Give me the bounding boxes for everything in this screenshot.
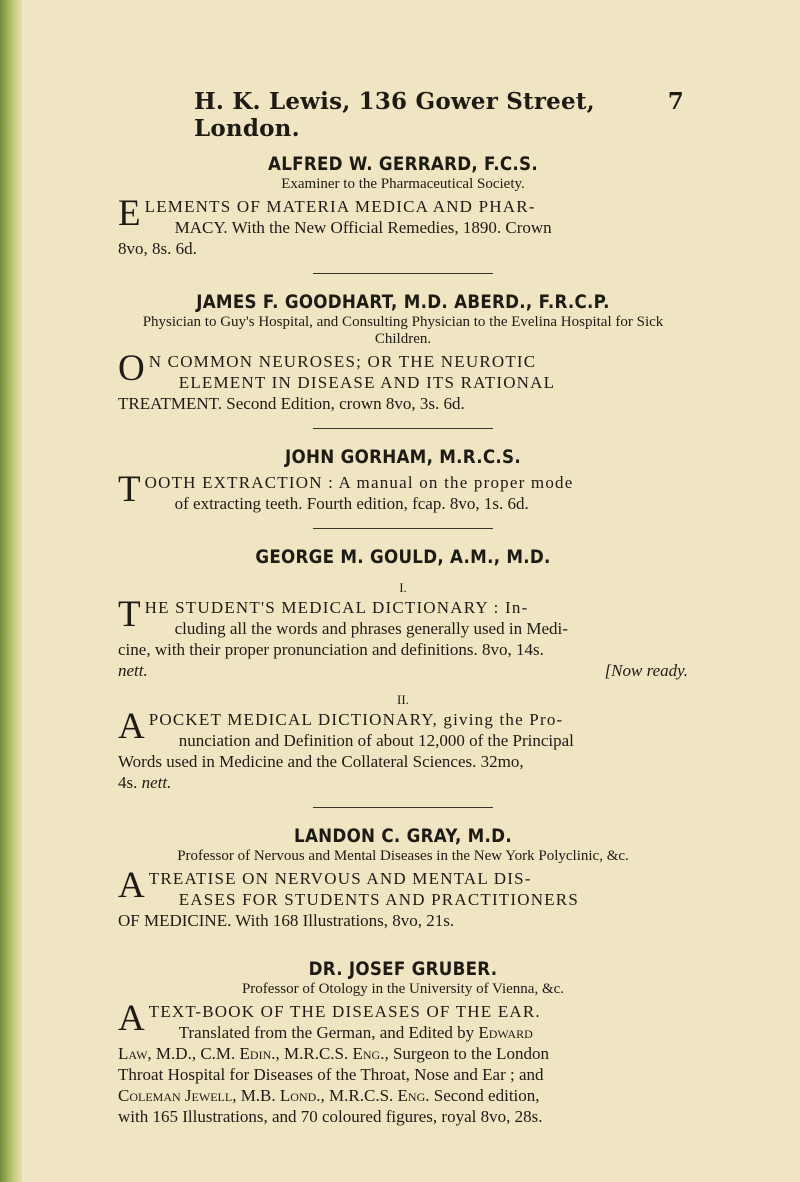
item-numeral: II. [397, 692, 409, 707]
author-heading: JAMES F. GOODHART, M.D. ABERD., F.R.C.P. [196, 291, 610, 313]
book-listing [118, 594, 688, 681]
section-divider [313, 807, 493, 808]
drop-cap: E [118, 193, 141, 234]
drop-cap: A [118, 706, 145, 747]
book-description: nunciation and Definition of about 12,000 of the Principal [178, 731, 574, 750]
entry-gerrard [118, 152, 688, 259]
editor-name: Edward [478, 1023, 533, 1042]
price-note: nett. [118, 661, 148, 680]
book-description: OF MEDICINE. With 168 Illustrations, 8vo, 21s. [118, 911, 455, 930]
entry-gray [118, 824, 688, 931]
book-listing [118, 469, 688, 514]
book-description: , M.B. [232, 1086, 280, 1105]
book-description: Throat Hospital for Diseases of the Throat, Nose and Ear ; and [118, 1065, 544, 1084]
catalogue-page [118, 88, 688, 1127]
drop-cap: O [118, 348, 145, 389]
book-description: , M.R.C.S. [320, 1086, 398, 1105]
author-credentials: Professor of Otology in the University of Vienna, &c. [241, 981, 565, 997]
section-divider [313, 428, 493, 429]
book-listing [118, 865, 688, 931]
book-title-continued: EASES FOR STUDENTS AND PRACTITIONERS [178, 890, 579, 909]
book-description: cine, with their proper pronunciation and definitions. 8vo, 14s. [118, 640, 544, 659]
author-heading: GEORGE M. GOULD, A.M., M.D. [255, 546, 551, 568]
book-description: Translated from the German, and Edited by [178, 1023, 479, 1042]
author-heading: DR. JOSEF GRUBER. [308, 958, 498, 980]
book-description: MACY. With the New Official Remedies, 1890. Crown [174, 218, 552, 237]
author-credentials: Physician to Guy's Hospital, and Consulting Physician to the Evelina Hospital for Sick Children. [142, 314, 664, 347]
author-credentials: Professor of Nervous and Mental Diseases in the New York Polyclinic, &c. [177, 848, 629, 864]
entry-gould [118, 545, 688, 793]
book-title: TREATISE ON NERVOUS AND MENTAL DIS- [148, 869, 532, 888]
author-heading: ALFRED W. GERRARD, F.C.S. [268, 153, 538, 175]
section-divider [313, 528, 493, 529]
book-spine-edge [0, 0, 22, 1182]
book-description: TREATMENT. Second Edition, crown 8vo, 3s. 6d. [118, 394, 465, 413]
entry-gorham [118, 445, 688, 514]
book-title: LEMENTS OF MATERIA MEDICA AND PHAR- [144, 197, 536, 216]
page-number: 7 [667, 88, 684, 115]
book-title: TEXT-BOOK OF THE DISEASES OF THE EAR. [148, 1002, 541, 1021]
book-listing [118, 193, 688, 259]
running-head [194, 88, 688, 142]
author-credentials: Examiner to the Pharmaceutical Society. [281, 176, 525, 192]
drop-cap: T [118, 469, 141, 510]
book-listing [118, 998, 688, 1127]
book-title: HE STUDENT'S MEDICAL DICTIONARY : In- [144, 598, 529, 617]
book-title: POCKET MEDICAL DICTIONARY, giving the Pro- [148, 710, 564, 729]
book-title: N COMMON NEUROSES; OR THE NEUROTIC [148, 352, 537, 371]
section-divider [313, 273, 493, 274]
book-price: 8vo, 8s. 6d. [118, 239, 197, 258]
degree-place: Eng. [352, 1044, 385, 1063]
author-heading: JOHN GORHAM, M.R.C.S. [285, 446, 521, 468]
entry-goodhart [118, 290, 688, 414]
editor-name: Coleman Jewell [118, 1086, 233, 1105]
drop-cap: T [118, 594, 141, 635]
drop-cap: A [118, 865, 145, 906]
book-description: , M.R.C.S. [275, 1044, 353, 1063]
book-description: of extracting teeth. Fourth edition, fcap. 8vo, 1s. 6d. [174, 494, 529, 513]
book-title: OOTH EXTRACTION : A manual on the proper mode [144, 473, 574, 492]
degree-place: Eng. [397, 1086, 430, 1105]
book-price: with 165 Illustrations, and 70 coloured figures, royal 8vo, 28s. [118, 1107, 543, 1126]
book-description: cluding all the words and phrases generally used in Medi- [174, 619, 568, 638]
book-listing [118, 348, 688, 414]
entry-gruber [118, 957, 688, 1127]
availability-note: [Now ready. [604, 661, 688, 680]
book-price: 4s. [118, 773, 138, 792]
editor-name: Law [118, 1044, 148, 1063]
degree-place: Lond. [279, 1086, 321, 1105]
author-heading: LANDON C. GRAY, M.D. [294, 825, 512, 847]
running-head-title: H. K. Lewis, 136 Gower Street, London. [194, 88, 595, 142]
book-description: Second edition, [429, 1086, 540, 1105]
drop-cap: A [118, 998, 145, 1039]
book-description: , M.D., C.M. [147, 1044, 240, 1063]
price-note: nett. [141, 773, 172, 792]
book-description: , Surgeon to the London [384, 1044, 549, 1063]
degree-place: Edin. [239, 1044, 276, 1063]
item-numeral: I. [399, 580, 407, 595]
book-description: Words used in Medicine and the Collateral Sciences. 32mo, [118, 752, 524, 771]
book-title-continued: ELEMENT IN DISEASE AND ITS RATIONAL [178, 373, 556, 392]
book-listing [118, 706, 688, 793]
